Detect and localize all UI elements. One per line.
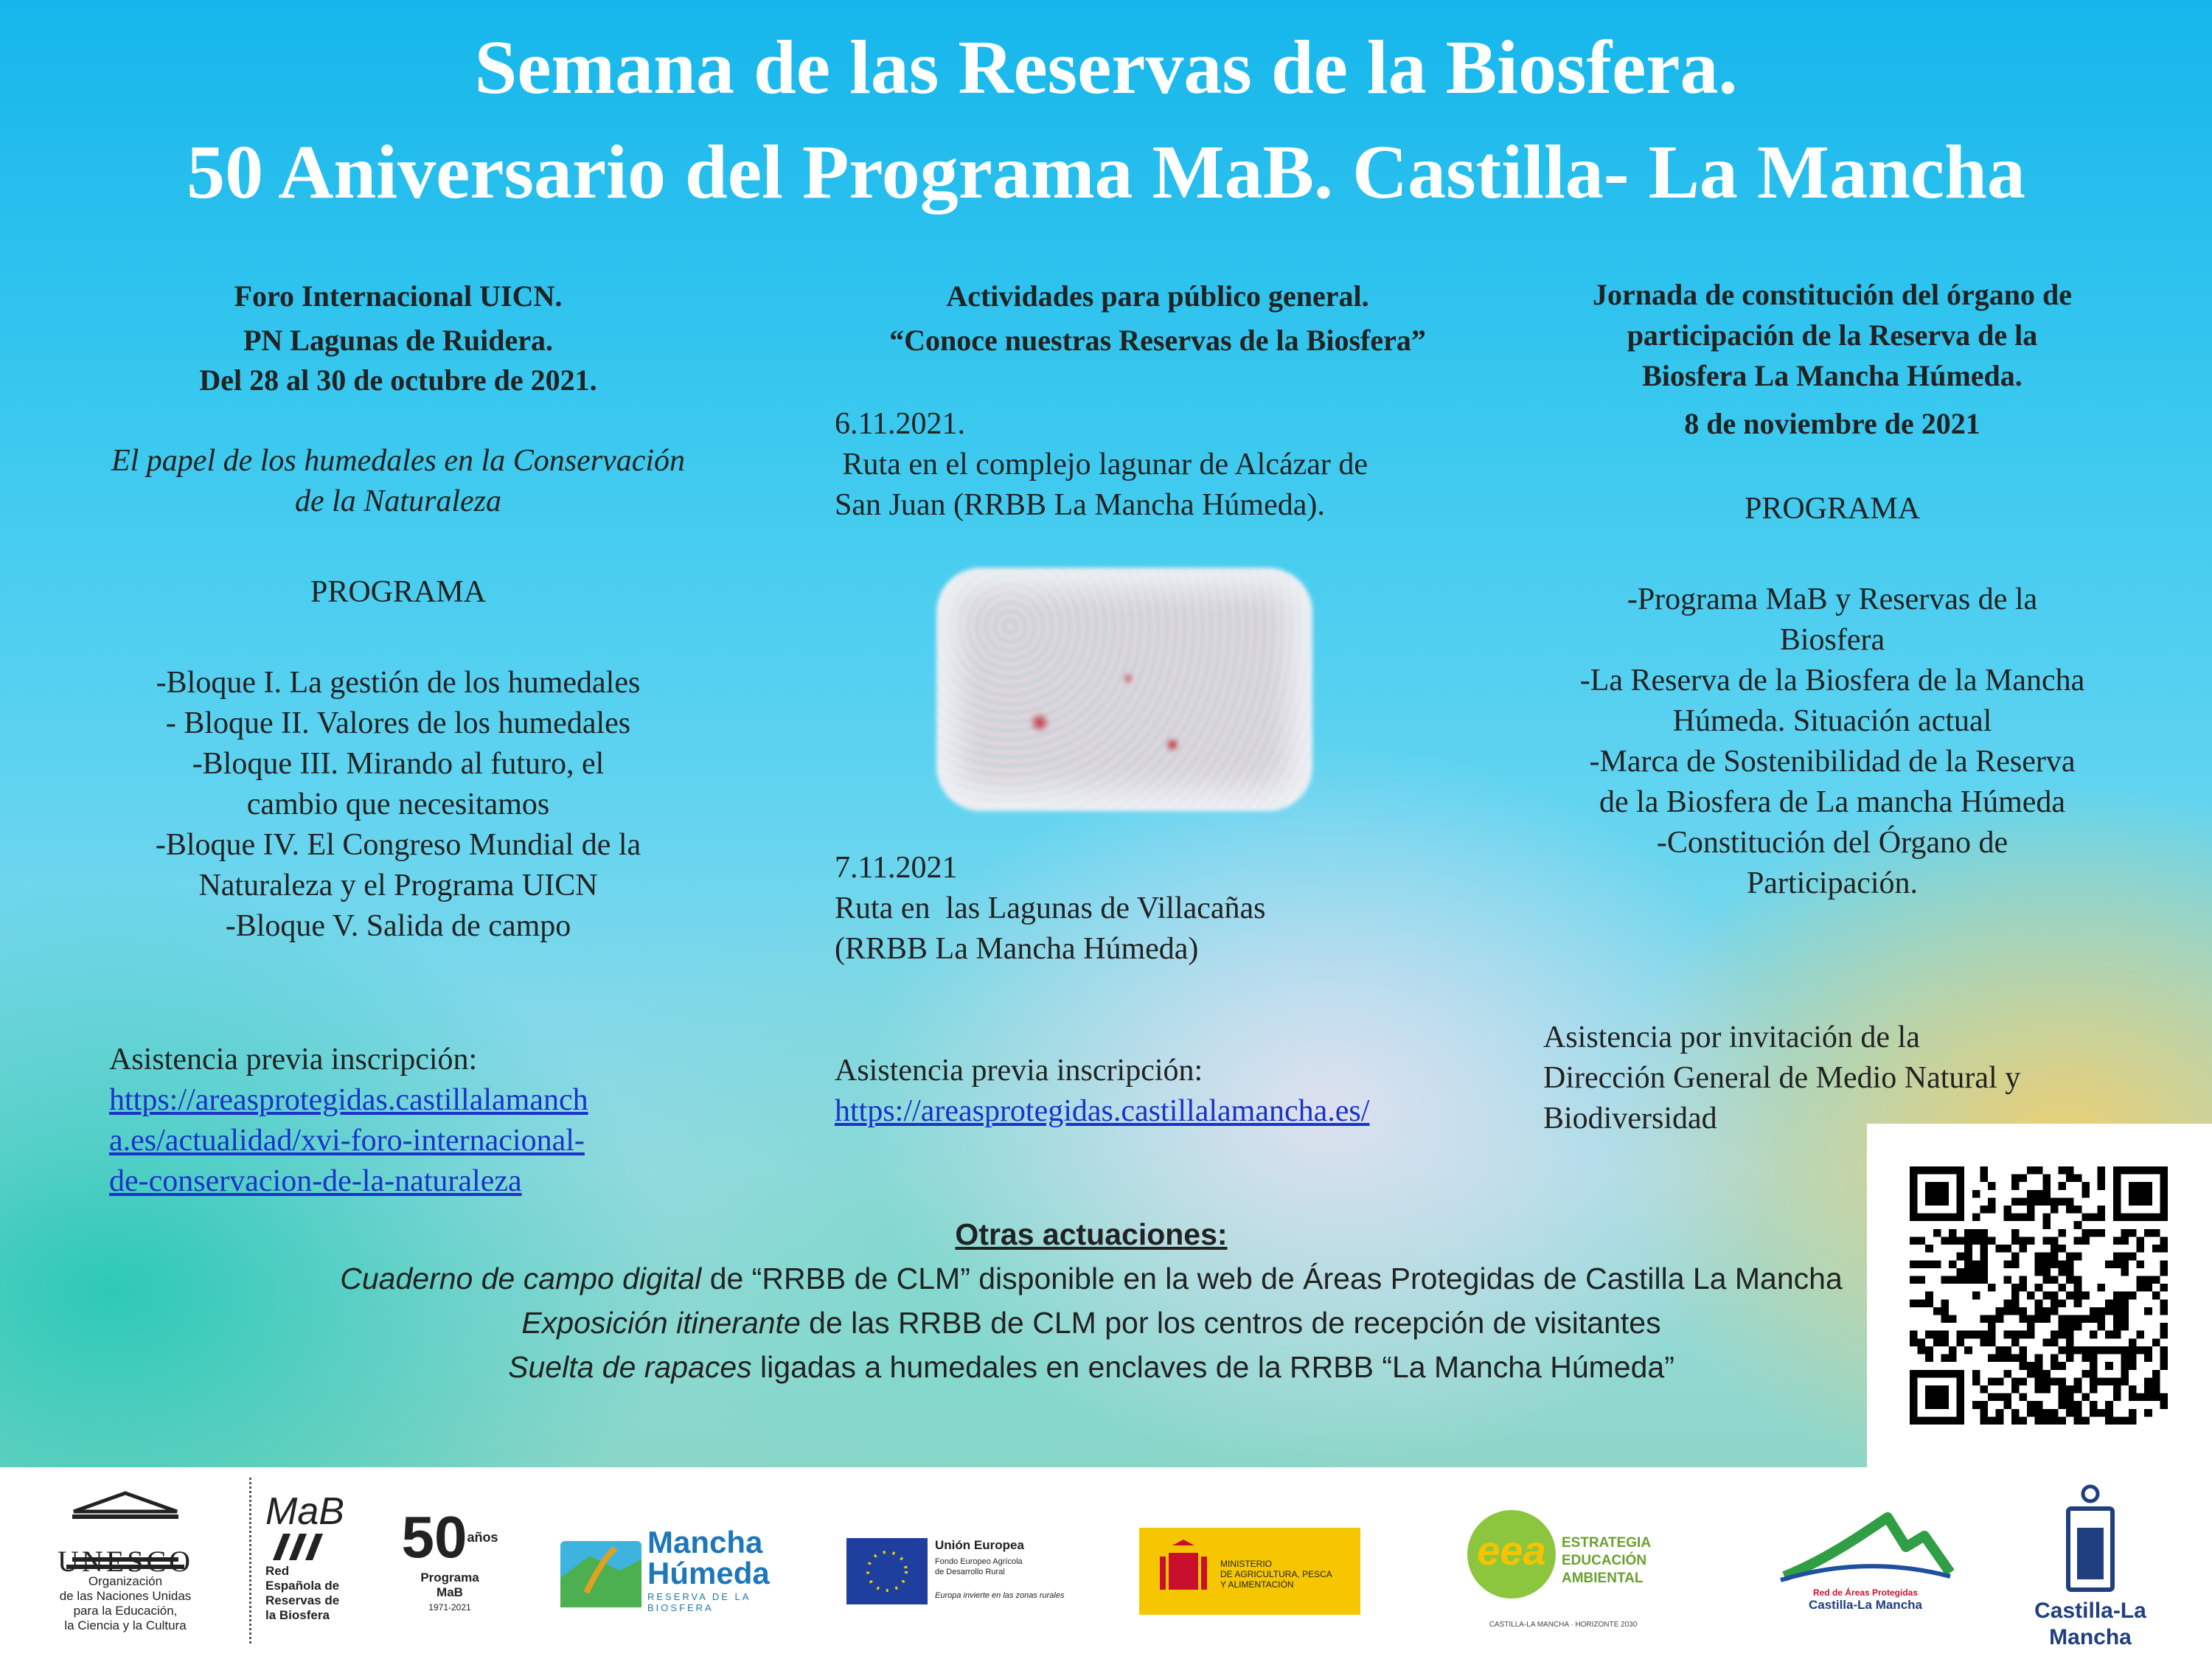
red-caption-1: Red de Áreas Protegidas [1812,1587,1919,1598]
col2-date-2: 7.11.2021 [835,851,958,885]
fifty-caption-1: Programa [420,1571,479,1585]
col2-registration [835,1051,1498,1132]
otras-line-1-italic: Cuaderno de campo digital [340,1262,702,1295]
list-item: - Bloque II. Valores de los humedales [165,706,631,740]
col2-heading-1: Actividades para público general. [946,279,1369,313]
fifty-digits: 50 [401,1504,467,1570]
poster-title-line-1: Semana de las Reservas de la Biosfera. [474,25,1738,110]
otras-title: Otras actuaciones: [955,1217,1228,1251]
link-line-2[interactable]: a.es/actualidad/xvi-foro-internacional- [109,1124,585,1158]
column-actividades [826,274,1489,363]
list-item: Biosfera [1779,623,1885,657]
col2-route-1-line-2: San Juan (RRBB La Mancha Húmeda). [835,488,1325,522]
spain-coat-of-arms-icon [1154,1538,1213,1604]
ministerio-line-2: DE AGRICULTURA, PESCA [1220,1569,1332,1579]
eea-title-3: AMBIENTAL [1562,1571,1644,1586]
eu-caption-1: Fondo Europeo Agrícola [935,1557,1023,1566]
otras-line-1 [0,1256,2183,1301]
fifty-caption-3: 1971-2021 [428,1602,471,1613]
col3-attendance-line-2: Dirección General de Medio Natural y [1543,1061,2021,1095]
col3-date: 8 de noviembre de 2021 [1684,407,1980,440]
list-item: -Bloque I. La gestión de los humedales [156,666,641,700]
list-item: -Constitución del Órgano de [1656,826,2008,860]
ministerio-line-3: Y ALIMENTACIÓN [1220,1579,1294,1590]
list-item: -Marca de Sostenibilidad de la Reserva [1589,745,2076,779]
col1-subtitle-1: El papel de los humedales en la Conservación [111,444,686,478]
eea-caption: CASTILLA-LA MANCHA · HORIZONTE 2030 [1489,1621,1638,1629]
mancha-title-2: Húmeda [647,1556,770,1590]
mab-logo [265,1489,383,1623]
col2-route-1-line-1: Ruta en el complejo lagunar de Alcázar de [835,448,1368,481]
col3-program-list [1519,580,2146,904]
clm-wordmark: Castilla-La Mancha [2034,1599,2146,1649]
unesco-caption-4: la Ciencia y la Cultura [64,1618,187,1632]
list-item: Participación. [1746,866,1919,900]
red-caption-2: Castilla-La Mancha [1809,1598,1922,1612]
castilla-la-mancha-logo [1994,1484,2186,1649]
mab-wordmark: MaB [265,1490,344,1533]
col3-attendance [1543,1018,2177,1139]
flamingo-photo [936,568,1312,811]
mab-caption-3: Reservas de [265,1593,340,1607]
unesco-caption-2: de las Naciones Unidas [59,1589,192,1603]
list-item: -La Reserva de la Biosfera de la Mancha [1579,664,2085,698]
col1-asistencia: Asistencia previa inscripción: [109,1043,478,1077]
col2-route-2 [835,848,1484,970]
otras-actuaciones [0,1212,2183,1389]
list-item: -Bloque V. Salida de campo [225,909,571,943]
col2-route-2-line-2: (RRBB La Mancha Húmeda) [835,932,1199,966]
otras-line-2-rest: de las RRBB de CLM por los centros de recepción de visitantes [800,1306,1661,1340]
col1-programa: PROGRAMA [310,575,487,609]
heron-landscape-icon [560,1526,641,1607]
list-item: Naturaleza y el Programa UICN [198,869,598,902]
list-item: cambio que necesitamos [246,787,550,821]
col1-program-list [81,663,715,947]
eu-caption-3: Europa invierte en las zonas rurales [935,1591,1065,1600]
eu-feader-logo [846,1538,1068,1612]
eu-flag-icon [846,1538,928,1604]
col3-attendance-line-1: Asistencia por invitación de la [1543,1020,1920,1054]
list-item: -Bloque IV. El Congreso Mundial de la [155,828,641,862]
mab-stripes-icon [265,1534,354,1560]
ministerio-line-1: MINISTERIO [1220,1559,1273,1569]
column-foro [81,274,715,947]
mountains-icon [1777,1503,1954,1584]
col3-heading-1: Jornada de constitución del órgano de [1592,278,2073,311]
unesco-logo [44,1489,206,1633]
column-jornada [1519,274,2146,904]
otras-line-3 [0,1345,2183,1389]
col1-registration-link[interactable] [109,1083,588,1198]
mab-caption-1: Red [265,1564,290,1578]
link-line-3[interactable]: de-conservacion-de-la-naturaleza [109,1164,522,1198]
col2-route-1 [835,404,1484,526]
poster-title-line-2: 50 Aniversario del Programa MaB. Castilla- La Mancha [187,130,2025,215]
fifty-number [391,1504,509,1571]
col3-attendance-line-3: Biodiversidad [1543,1102,1717,1135]
list-item: -Programa MaB y Reservas de la [1627,582,2038,616]
col2-heading-2: “Conoce nuestras Reservas de la Biosfera” [889,324,1426,357]
otras-line-2 [0,1301,2183,1345]
mancha-subtitle: RESERVA DE LA BIOSFERA [647,1591,751,1613]
list-item: Húmeda. Situación actual [1672,704,1992,738]
otras-line-2-italic: Exposición itinerante [521,1306,801,1340]
col2-date-1: 6.11.2021. [835,407,965,441]
mab-caption-4: la Biosfera [265,1608,330,1622]
col1-subtitle-2: de la Naturaleza [295,484,501,518]
col1-heading-3: Del 28 al 30 de octubre de 2021. [199,364,597,397]
logo-divider [249,1478,251,1644]
sponsor-logos-bar [0,1467,2212,1659]
unesco-caption-3: para la Educación, [73,1604,178,1618]
otras-line-3-rest: ligadas a humedales en enclaves de la RRBB “La Mancha Húmeda” [751,1350,1674,1384]
eea-title-1: ESTRATEGIA [1562,1535,1652,1551]
list-item: -Bloque III. Mirando al futuro, el [192,747,605,781]
col2-registration-link[interactable]: https://areasprotegidas.castillalamancha.es/ [835,1094,1370,1128]
col3-heading-3: Biosfera La Mancha Húmeda. [1642,359,2023,392]
red-areas-protegidas-logo [1777,1503,1954,1621]
mab-caption-2: Española de [265,1579,340,1593]
fifty-anos: años [467,1530,498,1545]
col1-heading-2: PN Lagunas de Ruidera. [243,324,554,357]
mab-50-years-logo [391,1504,509,1615]
list-item: de la Biosfera de La mancha Húmeda [1599,785,2066,819]
mancha-title-1: Mancha [647,1525,763,1559]
unesco-wordmark: UNESCO [58,1545,194,1578]
eu-caption-2: de Desarrollo Rural [935,1568,1005,1576]
col2-route-2-line-1: Ruta en las Lagunas de Villacañas [835,891,1266,925]
col1-registration [109,1040,743,1202]
eu-title: Unión Europea [935,1538,1024,1552]
clm-castle-icon [2061,1484,2120,1594]
fifty-caption-2: MaB [437,1585,463,1599]
eea-mark: eea [1467,1510,1556,1599]
col3-heading-2: participación de la Reserva de la [1627,319,2038,352]
col1-heading-1: Foro Internacional UICN. [234,279,563,313]
ministerio-logo [1139,1528,1360,1615]
unesco-caption-1: Organización [88,1574,163,1588]
otras-line-3-italic: Suelta de rapaces [508,1350,752,1384]
eea-logo [1467,1510,1659,1635]
col3-programa: PROGRAMA [1744,492,1921,526]
eea-title-2: EDUCACIÓN [1562,1553,1647,1568]
mancha-humeda-logo [560,1526,789,1615]
col2-asistencia: Asistencia previa inscripción: [835,1054,1203,1088]
otras-line-1-rest: de “RRBB de CLM” disponible en la web de Áreas Protegidas de Castilla La Mancha [701,1262,1843,1295]
link-line-1[interactable]: https://areasprotegidas.castillalamanch [109,1083,588,1117]
